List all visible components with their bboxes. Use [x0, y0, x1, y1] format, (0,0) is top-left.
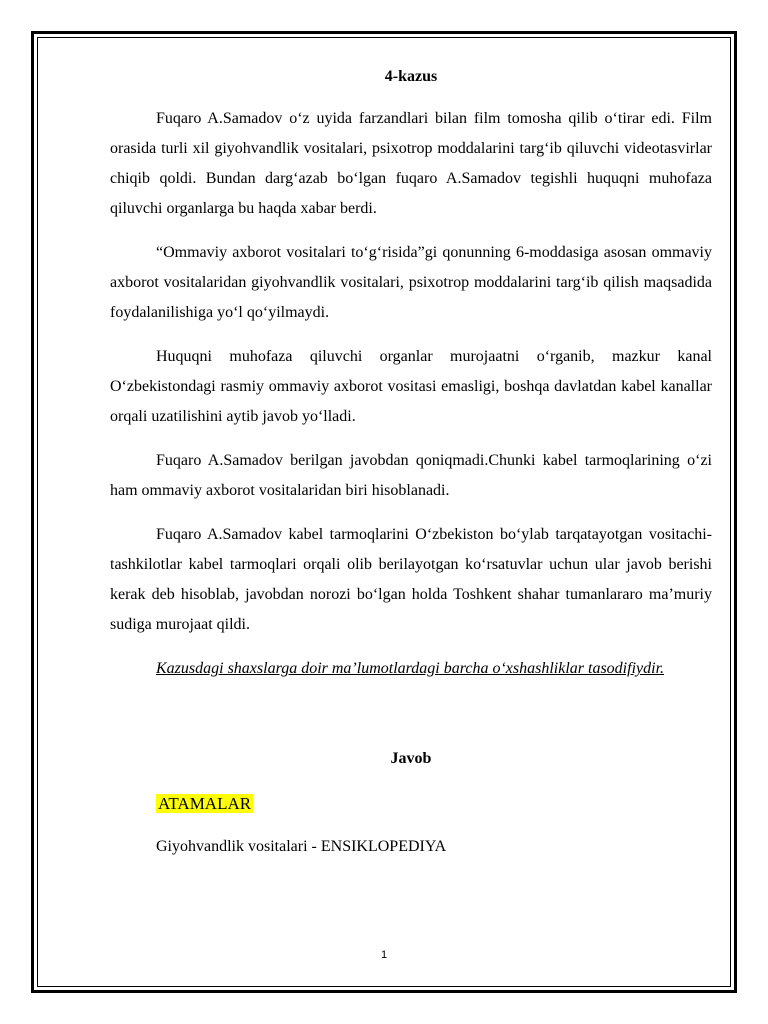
disclaimer-text: Kazusdagi shaxslarga doir ma’lumotlardagi barcha o‘xshashliklar tasodifiydir.: [156, 660, 665, 677]
paragraph-4: Fuqaro A.Samadov berilgan javobdan qoniqmadi.Chunki kabel tarmoqlarining o‘zi ham ommaviy axborot vositalaridan biri hisoblanadi.: [110, 452, 712, 499]
case-title: 4-kazus: [384, 68, 438, 85]
terms-heading-highlight: ATAMALAR: [158, 794, 252, 813]
paragraph-2: “Ommaviy axborot vositalari to‘g‘risida”gi qonunning 6-moddasiga asosan ommaviy axborot vositalaridan giyohvandlik vositalari, psixotrop moddalarini targ‘ib qilish maqsadida foydalanilishiga yo‘l qo‘yilmaydi.: [110, 244, 712, 321]
disclaimer-note: [110, 654, 712, 684]
paragraph-1: Fuqaro A.Samadov o‘z uyida farzandlari bilan film tomosha qilib o‘tirar edi. Film orasida turli xil giyohvandlik vositalari, psixotrop moddalarini targ‘ib qiluvchi videotasvirlar chiqib qoldi. Bundan darg‘azab bo‘lgan fuqaro A.Samadov tegishli huquqni muhofaza qiluvchi organlarga bu haqda xabar berdi.: [110, 110, 712, 217]
paragraph-5: Fuqaro A.Samadov kabel tarmoqlarini O‘zbekiston bo‘ylab tarqatayotgan vositachi-tashkilotlar kabel tarmoqlari orqali olib berilayotgan ko‘rsatuvlar uchun ular javob berishi kerak deb hisoblab, javobdan norozi bo‘lgan holda Toshkent shahar tumanlararo ma’muriy sudiga murojaat qildi.: [110, 526, 712, 633]
answer-title: Javob: [390, 750, 432, 767]
term-line: Giyohvandlik vositalari - ENSIKLOPEDIYA: [156, 838, 447, 855]
document-body: [110, 66, 712, 858]
page-number: 1: [380, 949, 388, 961]
paragraph-3: Huquqni muhofaza qiluvchi organlar murojaatni o‘rganib, mazkur kanal O‘zbekistondagi rasmiy ommaviy axborot vositasi emasligi, boshqa davlatdan kabel kanallar orqali uzatilishini aytib javob yo‘lladi.: [110, 348, 712, 425]
terms-heading: [156, 792, 712, 816]
